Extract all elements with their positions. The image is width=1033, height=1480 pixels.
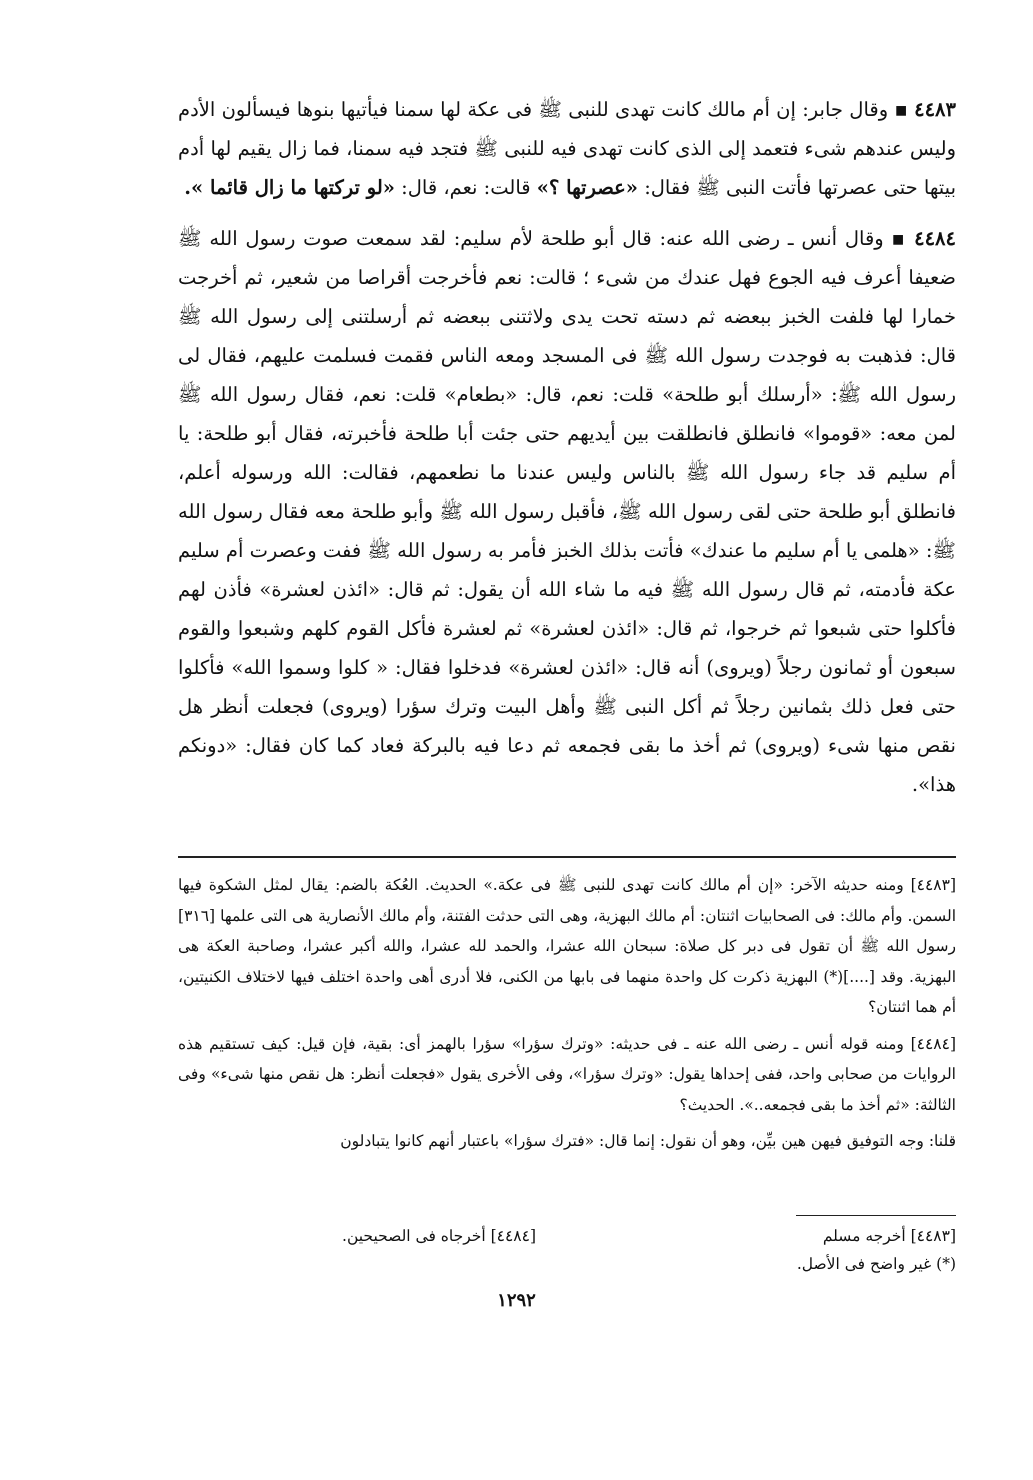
hadith-text-mid: قالت: نعم، قال: — [401, 176, 531, 199]
prophet-quote: «عصرتها ؟» — [536, 176, 638, 199]
footnote-divider — [178, 856, 956, 858]
main-text — [178, 90, 956, 816]
hadith-number: ٤٤٨٤ — [914, 227, 957, 250]
commentary — [178, 870, 956, 1163]
source-4484: [٤٤٨٤] أخرجاه فى الصحيحين. — [342, 1227, 536, 1245]
hadith-4483 — [178, 90, 956, 207]
commentary-continued: قلنا: وجه التوفيق فيهن هين بيِّن، وهو أن نقول: إنما قال: «فترك سؤرا» باعتبار أنهم كانوا يتبادلون — [340, 1132, 956, 1150]
hadith-4484 — [178, 219, 956, 804]
hadith-number: ٤٤٨٣ — [914, 98, 956, 121]
hadith-text: وقال أنس ـ رضى الله عنه: قال أبو طلحة لأم سليم: لقد سمعت صوت رسول الله ﷺ ضعيفا أعرف فيه الجوع فهل عندك من شىء ؛ قالت: نعم فأخرجت أقراصا من شعير، ثم أخرجت خمارا لها فلفت الخبز ببعضه ثم دسته تحت يدى ولاثتنى ببعضه ثم أرسلتنى إلى رسول الله ﷺ قال: فذهبت به فوجدت رسول الله ﷺ فى المسجد ومعه الناس فقمت فسلمت عليهم، فقال لى رسول الله ﷺ: «أرسلك أبو طلحة» قلت: نعم، قال: «بطعام» قلت: نعم، فقال رسول الله ﷺ لمن معه: «قوموا» فانطلق فانطلقت بين أيديهم حتى جئت أبا طلحة فأخبرته، فقال أبو طلحة: يا أم سليم قد جاء رسول الله ﷺ بالناس وليس عندنا ما نطعمهم، فقالت: الله ورسوله أعلم، فانطلق أبو طلحة حتى لقى رسول الله ﷺ، فأقبل رسول الله ﷺ وأبو طلحة معه فقال رسول الله ﷺ: «هلمى يا أم سليم ما عندك» فأتت بذلك الخبز فأمر به رسول الله ﷺ ففت وعصرت أم سليم عكة فأدمته، ثم قال رسول الله ﷺ فيه ما شاء الله أن يقول: ثم قال: «ائذن لعشرة» فأذن لهم فأكلوا حتى شبعوا ثم خرجوا، ثم قال: «ائذن لعشرة» ثم لعشرة فأكل القوم كلهم وشبعوا والقوم سبعون أو ثمانون رجلاً (ويروى) أنه قال: «ائذن لعشرة» فدخلوا فقال: « كلوا وسموا الله» فأكلوا حتى فعل ذلك بثمانين رجلاً ثم أكل النبى ﷺ وأهل البيت وترك سؤرا (ويروى) فجعلت أنظر هل نقص منها شىء (ويروى) ثم أخذ ما بقى فجمعه ثم دعا فيه بالبركة فعاد كما كان فقال: «دونكم هذا». — [178, 227, 956, 796]
commentary-4484: [٤٤٨٤] ومنه قوله أنس ـ رضى الله عنه ـ فى حديثه: «وترك سؤرا» سؤرا بالهمز أى: بقية، فإن قيل: كيف تستقيم هذه الروايات من صحابى واحد، ففى إحداها يقول: «وترك سؤرا»، وفى الأخرى يقول «فجعلت أنظر: هل نقص منها شىء» وفى الثالثة: «ثم أخذ ما بقى فجمعه..». الحديث؟ — [178, 1034, 956, 1114]
source-divider — [796, 1215, 956, 1216]
hadith-separator: ▪ — [894, 98, 908, 121]
prophet-quote: «لو تركتها ما زال قائما ». — [184, 176, 395, 199]
hadith-text: وقال جابر: إن أم مالك كانت تهدى للنبى ﷺ فى عكة لها سمنا فيأتيها بنوها فيسألون الأدم وليس عندهم شىء فتعمد إلى الذى كانت تهدى فيه للنبى ﷺ فتجد فيه سمنا، فما زال يقيم لها أدم بيتها حتى عصرتها فأتت النبى ﷺ فقال: — [178, 98, 956, 199]
hadith-separator: ▪ — [891, 227, 907, 250]
source-unclear-note: (*) غير واضح فى الأصل. — [796, 1255, 956, 1273]
commentary-4483: [٤٤٨٣] ومنه حديثه الآخر: «إن أم مالك كانت تهدى للنبى ﷺ فى عكة.» الحديث. العُكة بالضم: يقال لمثل الشكوة فيها السمن. وأم مالك: فى الصحابيات اثنتان: أم مالك البهزية، وهى التى حدثت الفتنة، وأم مالك الأنصارية هى التى علمها [٣١٦] رسول الله ﷺ أن تقول فى دبر كل صلاة: سبحان الله عشرا، والحمد لله عشرا، والله أكبر عشرا، وصاحبة العكة هى البهزية. وقد [....](*) البهزية ذكرت كل واحدة منهما فى بابها من الكنى، فلا أدرى أهى واحدة اختلف فيها لاختلاف الكنيتين، أم هما اثنتان؟ — [178, 876, 956, 1016]
source-notes — [178, 1222, 956, 1278]
page-number: ١٢٩٢ — [497, 1290, 536, 1311]
source-4483: [٤٤٨٣] أخرجه مسلم — [822, 1227, 956, 1245]
